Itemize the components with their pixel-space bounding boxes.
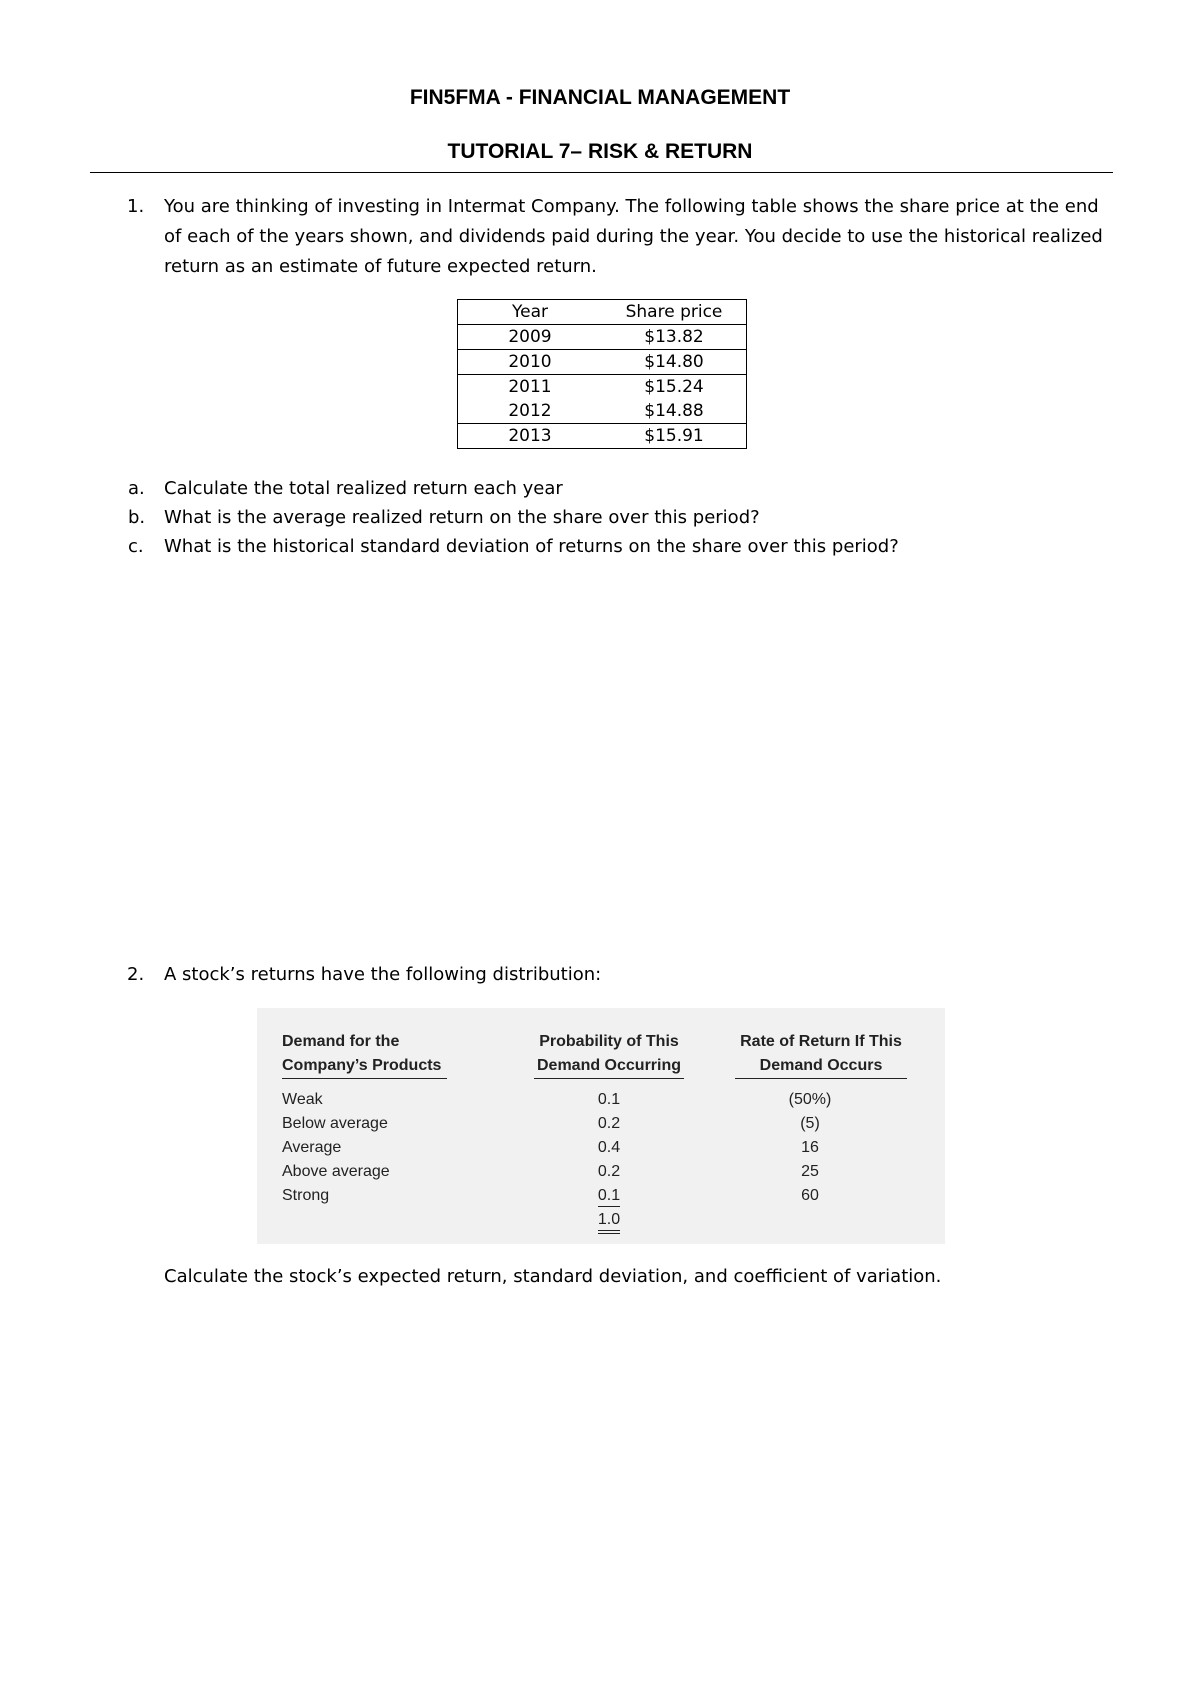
header-divider xyxy=(90,172,1113,173)
year-cell: 2009 xyxy=(458,325,603,350)
question-1-text: You are thinking of investing in Intermat Company. The following table shows the share price at the end of each of the years shown, and dividends paid during the year. You decide to use the historical realized return as an estimate of future expected return. xyxy=(164,196,1103,277)
part-label: b. xyxy=(128,507,146,528)
table-row xyxy=(257,1184,945,1208)
return-cell: (50%) xyxy=(788,1091,832,1108)
probability-cell: 0.2 xyxy=(597,1115,621,1132)
probability-cell: 0.4 xyxy=(597,1139,621,1156)
part-text: Calculate the total realized return each year xyxy=(164,478,563,499)
column-header-return xyxy=(735,1030,907,1079)
header-line: Rate of Return If This xyxy=(740,1033,902,1050)
question-1a xyxy=(128,474,563,504)
return-cell: 25 xyxy=(801,1163,819,1180)
header-line: Company’s Products xyxy=(282,1057,442,1074)
part-text: What is the average realized return on the share over this period? xyxy=(164,507,760,528)
price-cell: $14.88 xyxy=(602,399,747,424)
table-row xyxy=(458,399,747,424)
price-cell: $15.24 xyxy=(602,375,747,400)
probability-cell: 0.2 xyxy=(597,1163,621,1180)
header-line: Demand Occurring xyxy=(536,1057,682,1074)
question-2-instruction: Calculate the stock’s expected return, standard deviation, and coefficient of variation. xyxy=(164,1266,942,1287)
return-cell: 16 xyxy=(801,1139,819,1156)
header-line: Demand for the xyxy=(282,1033,400,1050)
question-2-text: A stock’s returns have the following distribution: xyxy=(164,964,602,985)
part-label: c. xyxy=(128,536,144,557)
question-1-number: 1. xyxy=(127,196,145,217)
demand-cell: Below average xyxy=(282,1115,388,1132)
table-row xyxy=(458,325,747,350)
demand-cell: Above average xyxy=(282,1163,390,1180)
table-row xyxy=(257,1088,945,1112)
column-header-year: Year xyxy=(458,300,603,325)
price-cell: $13.82 xyxy=(602,325,747,350)
question-2-number: 2. xyxy=(127,964,145,985)
table-row xyxy=(257,1136,945,1160)
question-1c xyxy=(128,532,899,562)
probability-total xyxy=(534,1208,684,1234)
part-text: What is the historical standard deviation of returns on the share over this period? xyxy=(164,536,899,557)
probability-cell: 0.1 xyxy=(597,1091,621,1108)
table-row xyxy=(257,1112,945,1136)
part-label: a. xyxy=(128,478,145,499)
table-row xyxy=(257,1160,945,1184)
header-line: Probability of This xyxy=(539,1033,679,1050)
underlined-value: 0.1 xyxy=(598,1186,620,1207)
year-cell: 2010 xyxy=(458,350,603,375)
double-underlined-total: 1.0 xyxy=(598,1210,620,1234)
header-line: Demand Occurs xyxy=(759,1057,883,1074)
column-header-share-price: Share price xyxy=(602,300,747,325)
return-cell: (5) xyxy=(800,1115,820,1132)
year-cell: 2013 xyxy=(458,424,603,449)
return-distribution-table xyxy=(257,1008,945,1244)
table-row xyxy=(458,375,747,400)
share-price-table xyxy=(457,299,747,449)
year-cell: 2011 xyxy=(458,375,603,400)
question-1b xyxy=(128,503,760,533)
table-row xyxy=(458,424,747,449)
demand-cell: Weak xyxy=(282,1091,323,1108)
demand-cell: Average xyxy=(282,1139,342,1156)
table-row xyxy=(458,350,747,375)
column-header-demand xyxy=(282,1030,447,1079)
return-cell: 60 xyxy=(801,1187,819,1204)
demand-cell: Strong xyxy=(282,1187,330,1204)
price-cell: $15.91 xyxy=(602,424,747,449)
column-header-probability xyxy=(534,1030,684,1079)
year-cell: 2012 xyxy=(458,399,603,424)
course-title: FIN5FMA - FINANCIAL MANAGEMENT xyxy=(409,86,791,109)
tutorial-title: TUTORIAL 7– RISK & RETURN xyxy=(447,140,753,163)
probability-cell xyxy=(534,1184,684,1208)
total-row xyxy=(257,1208,945,1232)
table-header-row xyxy=(458,300,747,325)
price-cell: $14.80 xyxy=(602,350,747,375)
